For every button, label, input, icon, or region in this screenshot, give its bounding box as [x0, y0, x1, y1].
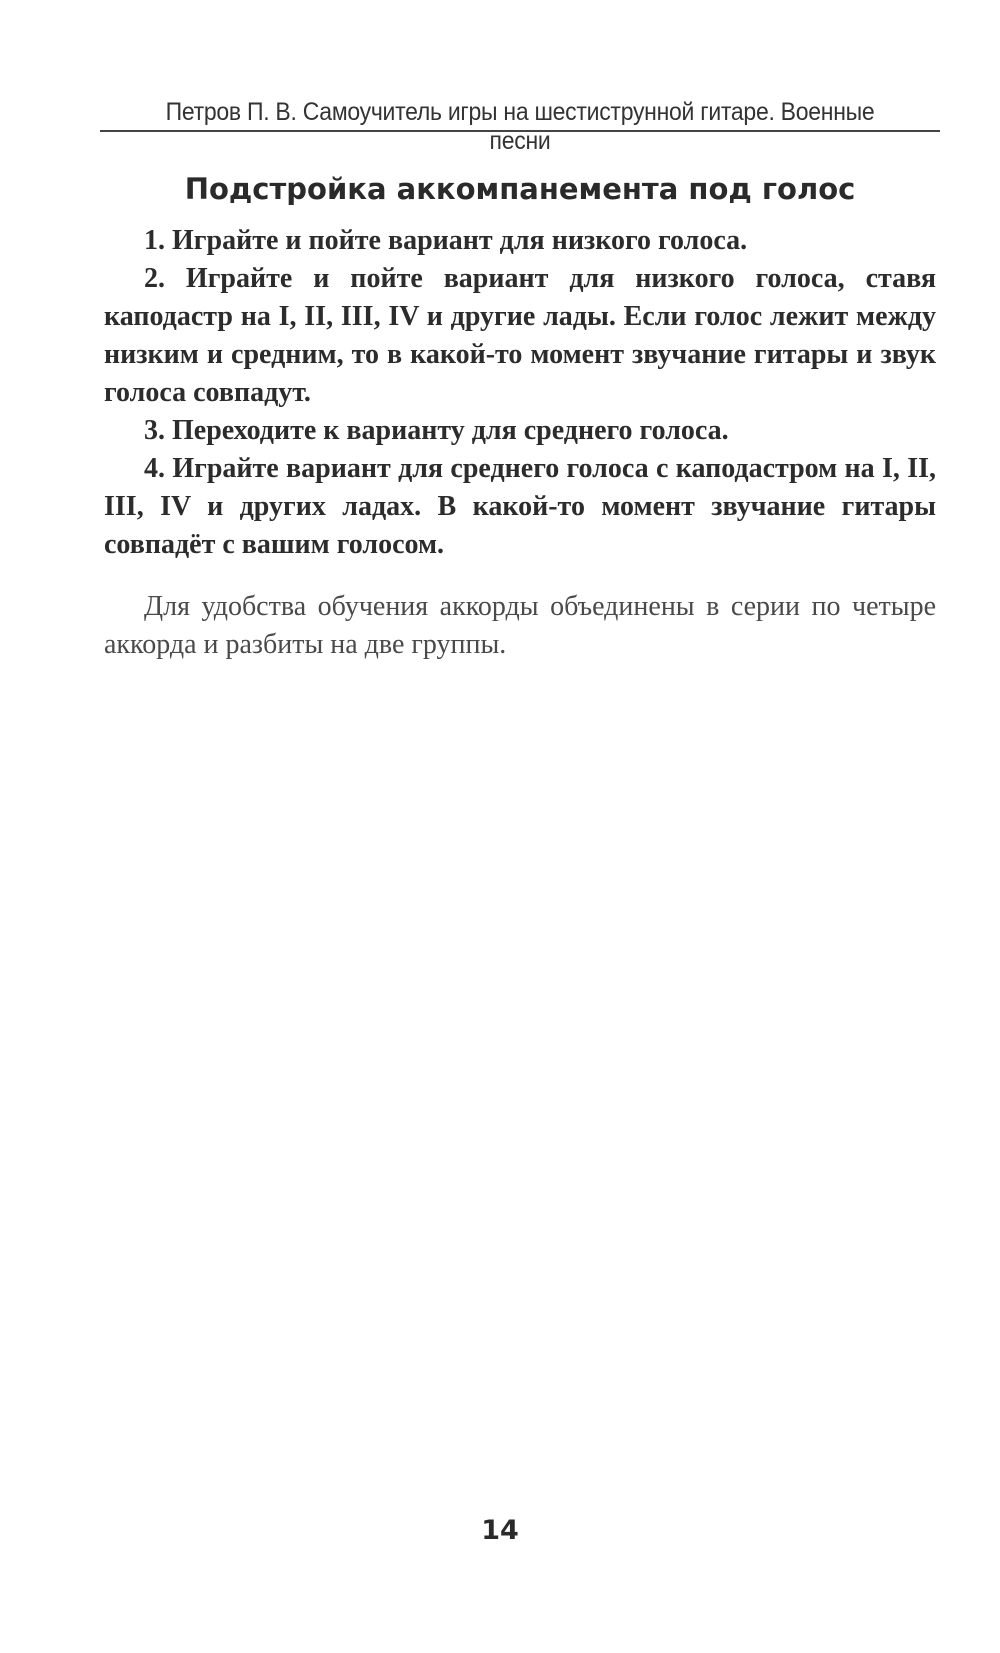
steps-list [104, 222, 936, 564]
running-header: Петров П. В. Самоучитель игры на шестиструнной гитаре. Военные песни [165, 98, 875, 155]
section-title: Подстройка аккомпанемента под голос [184, 172, 856, 206]
step-4: 4. Играйте вариант для среднего голоса с каподастром на I, II, III, IV и других ладах. В какой-то момент звучание гитары совпадёт с вашим голосом. [104, 453, 936, 560]
step-2: 2. Играйте и пойте вариант для низкого голоса, ставя каподастр на I, II, III, IV и другие лады. Если голос лежит между низким и средним, то в какой-то момент звучание гитары и звук голоса совпадут. [104, 263, 936, 408]
page-number: 14 [481, 1515, 519, 1546]
note-paragraph: Для удобства обучения аккорды объединены в серии по четыре аккорда и разбиты на две группы. [104, 591, 936, 660]
step-1: 1. Играйте и пойте вариант для низкого голоса. [144, 225, 748, 256]
step-3: 3. Переходите к варианту для среднего голоса. [144, 415, 729, 446]
header-rule [100, 130, 940, 132]
